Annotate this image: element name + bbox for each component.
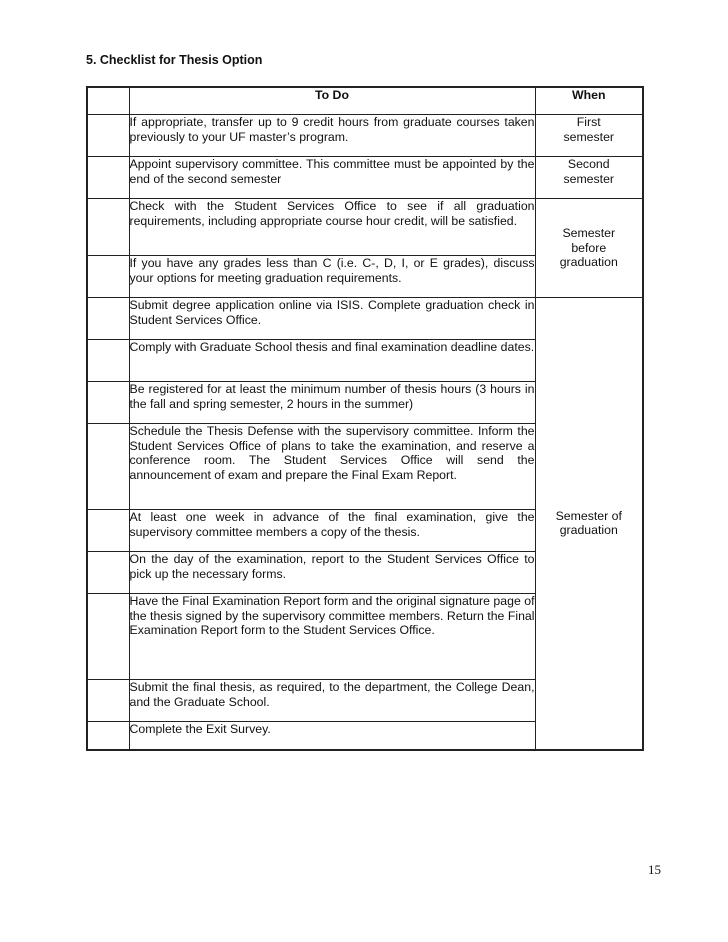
todo-cell: If appropriate, transfer up to 9 credit hours from graduate courses taken previously to your UF master’s program. — [129, 115, 535, 157]
checkbox-cell[interactable] — [87, 256, 129, 298]
header-when: When — [535, 87, 643, 115]
header-checkbox-cell — [87, 87, 129, 115]
section-heading: 5. Checklist for Thesis Option — [86, 53, 263, 67]
checkbox-cell[interactable] — [87, 680, 129, 722]
todo-cell: Submit degree application online via ISIS. Complete graduation check in Student Services Office. — [129, 298, 535, 340]
todo-cell: On the day of the examination, report to the Student Services Office to pick up the necessary forms. — [129, 552, 535, 594]
when-cell-second-semester: Second semester — [535, 157, 643, 199]
checkbox-cell[interactable] — [87, 199, 129, 256]
table-header-row — [87, 87, 643, 115]
todo-cell: At least one week in advance of the final examination, give the supervisory committee members a copy of the thesis. — [129, 510, 535, 552]
table-row — [87, 115, 643, 157]
checkbox-cell[interactable] — [87, 552, 129, 594]
todo-cell: Complete the Exit Survey. — [129, 722, 535, 750]
todo-cell: Check with the Student Services Office to see if all graduation requirements, including appropriate course hour credit, will be satisfied. — [129, 199, 535, 256]
checkbox-cell[interactable] — [87, 340, 129, 382]
todo-cell: Have the Final Examination Report form and the original signature page of the thesis signed by the supervisory committee members. Return the Final Examination Report form to the Student Services Office. — [129, 594, 535, 680]
checkbox-cell[interactable] — [87, 722, 129, 750]
checkbox-cell[interactable] — [87, 424, 129, 510]
table-row — [87, 199, 643, 256]
todo-cell: Comply with Graduate School thesis and final examination deadline dates. — [129, 340, 535, 382]
checkbox-cell[interactable] — [87, 594, 129, 680]
thesis-checklist-table — [86, 86, 644, 751]
when-cell-semester-before-graduation: Semester before graduation — [535, 199, 643, 298]
checkbox-cell[interactable] — [87, 382, 129, 424]
todo-cell: Appoint supervisory committee. This committee must be appointed by the end of the second semester — [129, 157, 535, 199]
checkbox-cell[interactable] — [87, 510, 129, 552]
table-row — [87, 157, 643, 199]
todo-cell: Schedule the Thesis Defense with the supervisory committee. Inform the Student Services Office of plans to take the examination, and reserve a conference room. The Student Services Office will send the announcement of exam and prepare the Final Exam Report. — [129, 424, 535, 510]
when-cell-semester-of-graduation: Semester of graduation — [535, 298, 643, 750]
table-row — [87, 298, 643, 340]
header-todo: To Do — [129, 87, 535, 115]
todo-cell: Be registered for at least the minimum number of thesis hours (3 hours in the fall and spring semester, 2 hours in the summer) — [129, 382, 535, 424]
todo-cell: Submit the final thesis, as required, to the department, the College Dean, and the Graduate School. — [129, 680, 535, 722]
when-cell-first-semester: First semester — [535, 115, 643, 157]
checkbox-cell[interactable] — [87, 157, 129, 199]
checkbox-cell[interactable] — [87, 115, 129, 157]
todo-cell: If you have any grades less than C (i.e. C-, D, I, or E grades), discuss your options for meeting graduation requirements. — [129, 256, 535, 298]
page-number: 15 — [648, 862, 661, 877]
checkbox-cell[interactable] — [87, 298, 129, 340]
